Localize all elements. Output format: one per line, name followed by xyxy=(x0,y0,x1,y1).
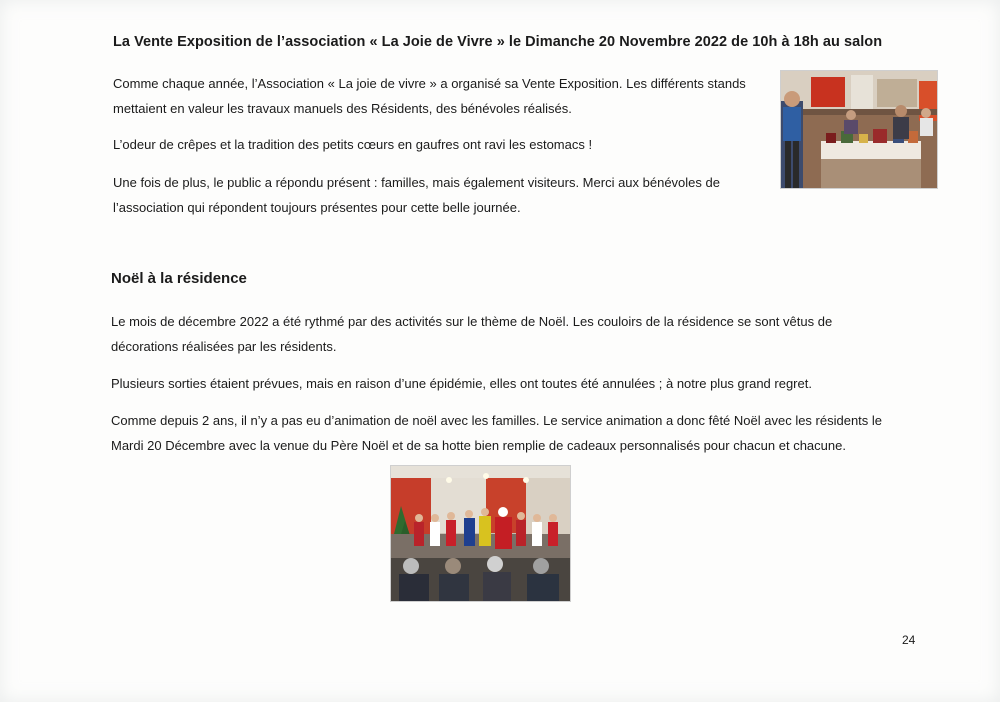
paragraph-sorties: Plusieurs sorties étaient prévues, mais en raison d’une épidémie, elles ont toutes été annulées ; à notre plus grand regret. xyxy=(111,376,812,391)
paragraph-line: décorations réalisées par les résidents. xyxy=(111,339,337,354)
paragraph-public xyxy=(113,170,720,220)
paragraph-line: mettaient en valeur les travaux manuels des Résidents, des bénévoles réalisés. xyxy=(113,101,572,116)
paragraph-line: Le mois de décembre 2022 a été rythmé par des activités sur le thème de Noël. Les couloirs de la résidence se sont vêtus de xyxy=(111,314,833,329)
paragraph-line: Comme depuis 2 ans, il n’y a pas eu d’animation de noël avec les familles. Le service animation a donc fêté Noël avec les résidents le xyxy=(111,413,883,428)
section-title-noel: Noël à la résidence xyxy=(111,270,247,287)
paragraph-line: l’association qui répondent toujours présentes pour cette belle journée. xyxy=(113,200,521,215)
photo-vente-exposition xyxy=(780,70,938,189)
paragraph-animation xyxy=(111,408,882,458)
paragraph-line: Comme chaque année, l’Association « La joie de vivre » a organisé sa Vente Exposition. Les différents stands xyxy=(113,76,746,91)
photo-noel-residence xyxy=(390,465,571,602)
paragraph-line: Une fois de plus, le public a répondu présent : familles, mais également visiteurs. Merci aux bénévoles de xyxy=(113,175,720,190)
paragraph-intro xyxy=(113,71,746,121)
paragraph-line: Mardi 20 Décembre avec la venue du Père Noël et de sa hotte bien remplie de cadeaux personnalisés pour chacun et chacune. xyxy=(111,438,846,453)
section-title-vente-exposition: La Vente Exposition de l’association « La Joie de Vivre » le Dimanche 20 Novembre 2022 de 10h à 18h au salon xyxy=(113,34,883,50)
page-number: 24 xyxy=(902,633,916,647)
paragraph-decembre xyxy=(111,309,832,359)
paragraph-crepes: L’odeur de crêpes et la tradition des petits cœurs en gaufres ont ravi les estomacs ! xyxy=(113,137,593,152)
